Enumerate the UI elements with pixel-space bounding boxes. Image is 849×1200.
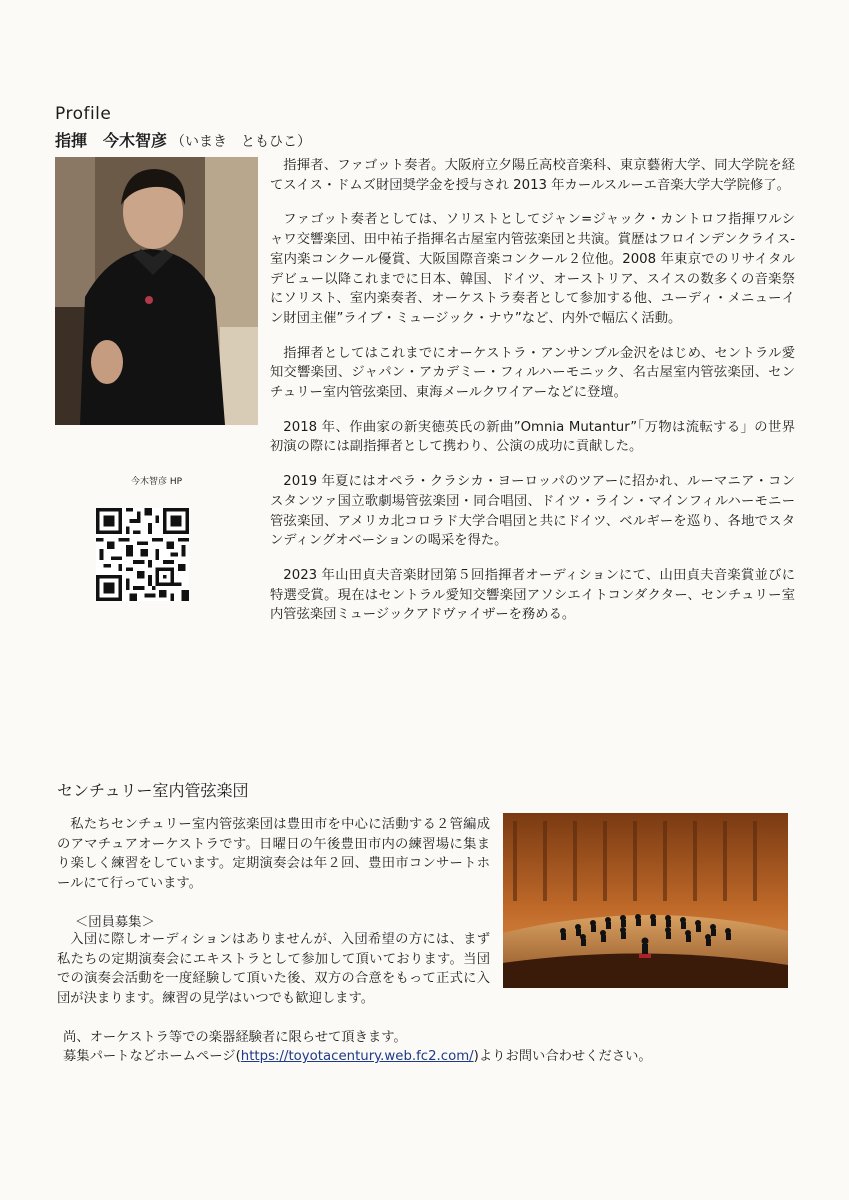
bio-paragraph: 2023 年山田貞夫音楽財団第５回指揮者オーディションにて、山田貞夫音楽賞並びに特選受賞。現在はセントラル愛知交響楽団アソシエイトコンダクター、センチュリー室内管弦楽団ミュージックアドヴァイザーを務める。 <box>270 567 795 623</box>
bio-paragraph: 2018 年、作曲家の新実徳英氏の新曲”Omnia Mutantur”「万物は流転する」の世界初演の際には副指揮者として携わり、公演の成功に貢献した。 <box>270 419 795 455</box>
orchestra-intro: 私たちセンチュリー室内管弦楽団は豊田市を中心に活動する２管編成のアマチュアオーケストラです。日曜日の午後豊田市内の練習場に集まり楽しく練習をしています。定期演奏会は年２回、豊田市コンサートホールにて行っています。 <box>57 817 490 891</box>
profile-heading: Profile <box>55 104 112 124</box>
contact-prefix: 募集パートなどホームページ( <box>63 1049 241 1064</box>
recruit-body: 入団に際しオーディションはありませんが、入団希望の方には、まず私たちの定期演奏会にエキストラとして参加して頂いております。当団での演奏会活動を一度経験して頂いた後、双方の合意をもって正式に入団が決まります。練習の見学はいつでも歓迎します。 <box>57 932 490 1006</box>
hp-label: 今木智彦 HP <box>130 477 183 487</box>
conductor-photo <box>55 157 258 425</box>
recruit-heading: ＜団員募集＞ <box>75 915 155 930</box>
profile-bio <box>270 156 795 640</box>
orchestra-photo <box>503 813 788 988</box>
orchestra-heading: センチュリー室内管弦楽団 <box>57 781 249 800</box>
qr-code[interactable] <box>96 508 189 601</box>
bio-paragraph: 2019 年夏にはオペラ・クラシカ・ヨーロッパのツアーに招かれ、ルーマニア・コンスタンツァ国立歌劇場管弦楽団・同合唱団、ドイツ・ライン・マインフィルハーモニー管弦楽団、アメリカ北コロラド大学合唱団と共にドイツ、ベルギーを巡り、各地でスタンディングオベーションの喝采を得た。 <box>270 474 795 549</box>
bio-paragraph: 指揮者、ファゴット奏者。大阪府立夕陽丘高校音楽科、東京藝術大学、同大学院を経てスイス・ドムズ財団奨学金を授与され 2013 年カールスルーエ音楽大学大学院修了。 <box>270 158 795 193</box>
bio-paragraph: 指揮者としてはこれまでにオーケストラ・アンサンブル金沢をはじめ、セントラル愛知交響楽団、ジャパン・アカデミー・フィルハーモニック、名古屋室内管弦楽団、センチュリー室内管弦楽団、東海メールクワイアーなどに登壇。 <box>270 345 795 401</box>
conductor-name-reading: （いまき ともひこ） <box>171 134 312 150</box>
homepage-link[interactable]: https://toyotacentury.web.fc2.com/ <box>240 1049 474 1064</box>
conductor-name <box>55 128 311 151</box>
bio-paragraph: ファゴット奏者としては、ソリストとしてジャン=ジャック・カントロフ指揮ワルシャワ交響楽団、田中祐子指揮名古屋室内管弦楽団と共演。賞歴はフロインデンクライス-室内楽コンクール優賞、大阪国際音楽コンクール２位他。2008 年東京でのリサイタルデビュー以降これまでに日本、韓国、ドイツ、オーストリア、スイスの数多くの音楽祭にソリスト、室内楽奏者、オーケストラ奏者として参加する他、ユーディ・メニューイン財団主催”ライブ・ミュージック・ナウ”など、内外で幅広く活動。 <box>270 212 795 326</box>
conductor-name-text: 指揮 今木智彦 <box>55 131 168 150</box>
contact-line <box>63 1045 652 1064</box>
experience-note: 尚、オーケストラ等での楽器経験者に限らせて頂きます。 <box>63 1030 407 1045</box>
contact-suffix: )よりお問い合わせください。 <box>473 1049 652 1064</box>
